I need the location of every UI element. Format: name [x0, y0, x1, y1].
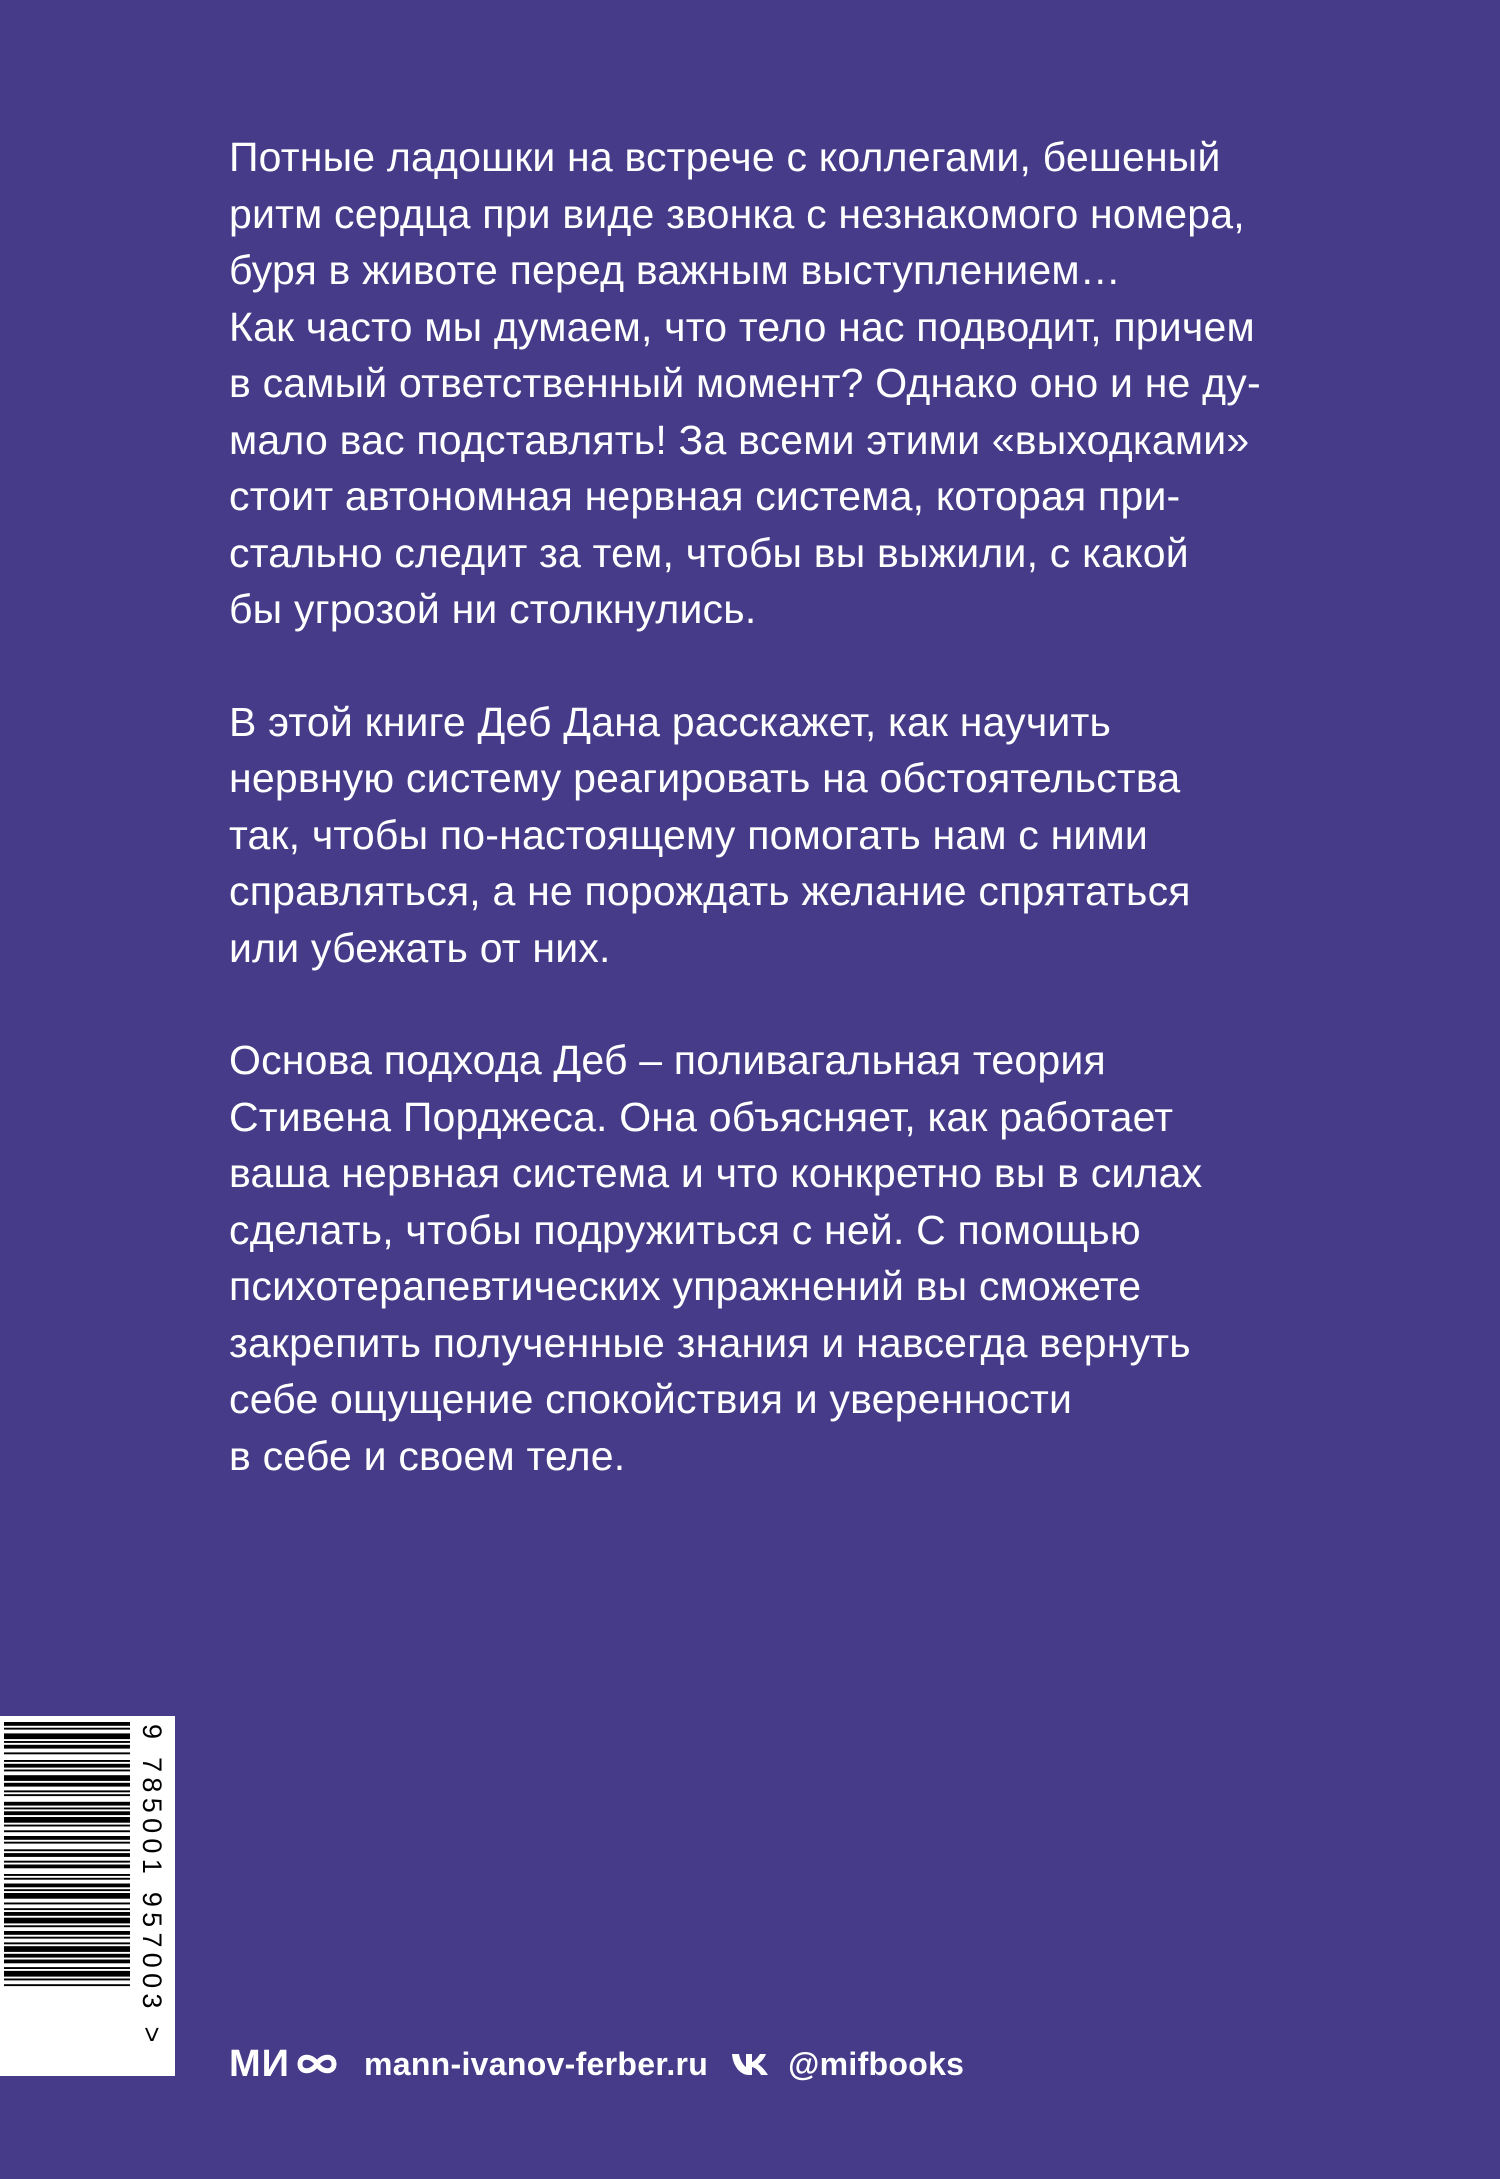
barcode-bar: [4, 1884, 130, 1888]
text-line: стально следит за тем, чтобы вы выжили, с какой: [229, 529, 1189, 576]
barcode-bar: [4, 1971, 130, 1977]
vk-icon[interactable]: [730, 2051, 770, 2077]
barcode-bar: [4, 1893, 130, 1899]
barcode-bar: [4, 1808, 130, 1810]
publisher-website-link[interactable]: mann-ivanov-ferber.ru: [363, 2045, 709, 2082]
barcode-bar: [4, 1918, 130, 1924]
text-line: Потные ладошки на встрече с коллегами, бешеный: [229, 134, 1221, 180]
barcode-bar: [4, 1874, 130, 1876]
barcode-bar: [4, 1794, 130, 1796]
text-line: бы угрозой ни столкнулись.: [229, 586, 757, 632]
barcode-bar: [4, 1722, 130, 1726]
text-line: стоит автономная нервная система, которая при-: [229, 473, 1181, 519]
text-line: буря в животе перед важным выступлением…: [229, 247, 1122, 293]
publisher-footer: [229, 2040, 964, 2088]
barcode-bar: [4, 1817, 130, 1823]
social-handle-link[interactable]: @mifbooks: [788, 2045, 965, 2082]
barcode-bar: [4, 1728, 130, 1730]
barcode-bar: [4, 1946, 130, 1952]
text-line: психотерапевтических упражнений вы сможете: [229, 1263, 1142, 1309]
barcode-bar: [4, 1979, 130, 1981]
text-line: мало вас подставлять! За всеми этими «выходками»: [229, 416, 1250, 463]
barcode-bar: [4, 1889, 130, 1891]
isbn-barcode: [0, 1716, 175, 2076]
text-line: Стивена Порджеса. Она объясняет, как работает: [229, 1093, 1174, 1140]
barcode-bar: [4, 1925, 130, 1927]
barcode-bar: [4, 1903, 130, 1905]
barcode-bar: [4, 1830, 130, 1832]
text-line: справляться, а не порождать желание спрятаться: [229, 868, 1191, 914]
barcode-bar: [4, 1967, 130, 1969]
text-line: нервную систему реагировать на обстоятельства: [229, 755, 1181, 801]
barcode-bar: [4, 1912, 130, 1916]
barcode-bar: [4, 1942, 130, 1944]
barcode-bar: [4, 1783, 130, 1787]
barcode-bar: [4, 1931, 130, 1935]
description-text: [229, 129, 1289, 1540]
text-line: закрепить полученные знания и навсегда вернуть: [229, 1319, 1191, 1366]
text-line: Основа подхода Деб – поливагальная теория: [229, 1037, 1106, 1083]
barcode-bar: [4, 1849, 130, 1851]
barcode-bar: [4, 1960, 130, 1964]
barcode-bar: [4, 1790, 130, 1792]
text-line: так, чтобы по-настоящему помогать нам с ними: [229, 811, 1149, 858]
text-line: или убежать от них.: [229, 924, 611, 971]
barcode-bar: [4, 1908, 130, 1910]
barcode-bar: [4, 1760, 130, 1762]
barcode-bar: [4, 1937, 130, 1939]
barcode-bar: [4, 1733, 130, 1739]
barcode-bar: [4, 1770, 130, 1772]
barcode-bar: [4, 1836, 130, 1840]
barcode-bar: [4, 1764, 130, 1768]
barcode-bar: [4, 1861, 130, 1863]
barcode-bar: [4, 1853, 130, 1857]
text-line: в себе и своем теле.: [229, 1432, 626, 1479]
text-line: в самый ответственный момент? Однако оно и не ду-: [229, 360, 1261, 406]
paragraph-2: [229, 694, 1289, 977]
text-line: ваша нервная система и что конкретно вы в силах: [229, 1150, 1203, 1196]
barcode-bar: [4, 1842, 130, 1844]
paragraph-3: [229, 1032, 1289, 1484]
barcode-bar: [4, 1865, 130, 1869]
barcode-bar: [4, 1745, 130, 1749]
barcode-bar: [4, 1825, 130, 1827]
barcode-bar: [4, 1802, 130, 1806]
infinity-icon: [292, 2049, 342, 2079]
text-line: сделать, чтобы подружиться с ней. С помощью: [229, 1206, 1141, 1253]
text-line: себе ощущение спокойствия и уверенности: [229, 1376, 1073, 1422]
barcode-bar: [4, 1811, 130, 1815]
barcode-bar: [4, 1878, 130, 1880]
logo-text: МИ: [229, 2042, 290, 2085]
paragraph-1: [229, 129, 1289, 638]
barcode-bar: [4, 1954, 130, 1958]
barcode-bar: [4, 1984, 130, 1986]
text-line: В этой книге Деб Дана расскажет, как научить: [229, 698, 1112, 745]
barcode-bar: [4, 1775, 130, 1781]
barcode-digits: 9 785001 957003 >: [137, 1724, 167, 2048]
text-line: ритм сердца при виде звонка с незнакомого номера,: [229, 190, 1245, 237]
publisher-logo: [229, 2043, 342, 2086]
text-line: Как часто мы думаем, что тело нас подводит, причем: [229, 303, 1255, 350]
barcode-bar: [4, 1741, 130, 1743]
barcode-bar: [4, 1752, 130, 1754]
